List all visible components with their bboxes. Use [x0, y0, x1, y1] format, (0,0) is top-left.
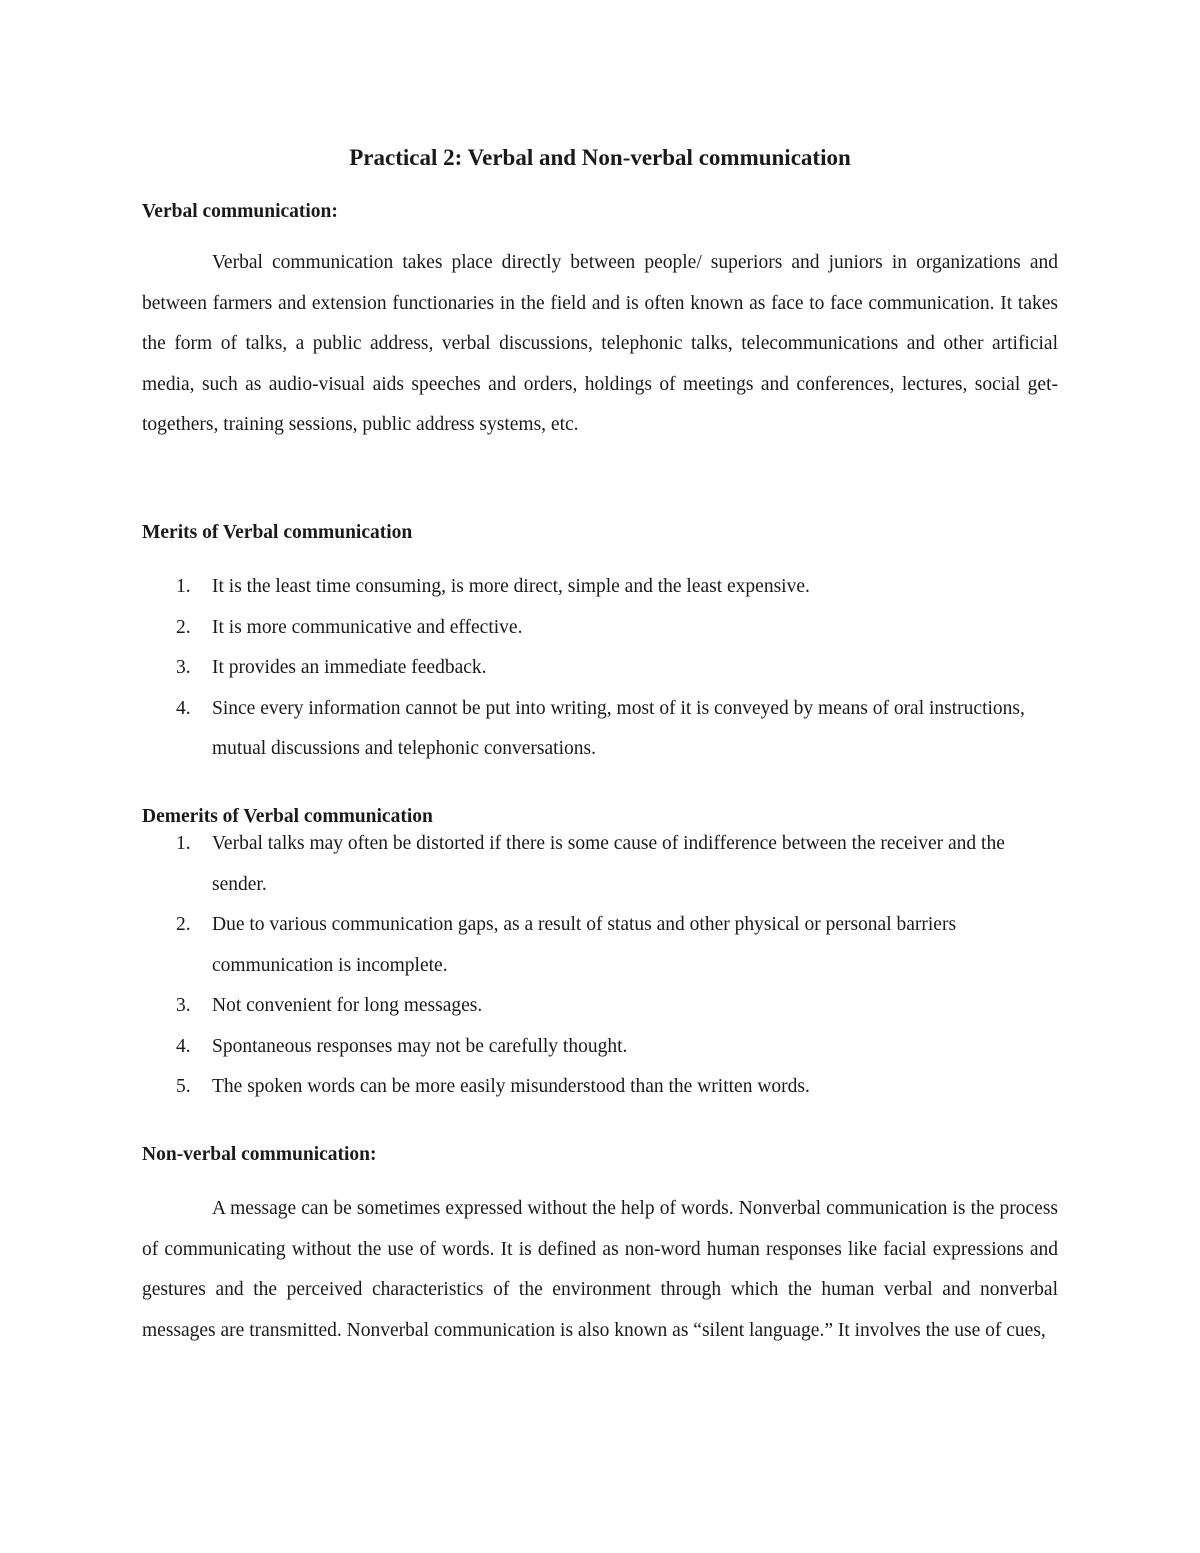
list-item [142, 648, 1058, 689]
nonverbal-heading: Non-verbal communication: [142, 1144, 377, 1165]
list-number: 5. [176, 1076, 191, 1097]
list-number: 3. [176, 995, 191, 1016]
list-number: 2. [176, 616, 191, 638]
list-item [142, 986, 1058, 1027]
list-text: Not convenient for long messages. [212, 995, 483, 1016]
list-item [142, 608, 1058, 649]
list-item [142, 1027, 1058, 1068]
list-item [142, 824, 1058, 905]
list-text: It is the least time consuming, is more direct, simple and the least expensive. [212, 576, 810, 597]
list-text: It provides an immediate feedback. [212, 657, 487, 678]
merits-heading: Merits of Verbal communication [142, 522, 413, 543]
list-number: 3. [176, 657, 191, 678]
list-text: The spoken words can be more easily misunderstood than the written words. [212, 1076, 810, 1097]
nonverbal-paragraph: A message can be sometimes expressed without the help of words. Nonverbal communication is the process of communicating without the use of words. It is defined as non-word human responses like facial expressions and gestures and the perceived characteristics of the environment through which the human verbal and nonverbal messages are transmitted. Nonverbal communication is also known as “silent language.” It involves the use of cues, [142, 1198, 1058, 1341]
verbal-heading: Verbal communication: [142, 201, 338, 222]
list-text: Since every information cannot be put into writing, most of it is conveyed by means of oral instructions, mutual discussions and telephonic conversations. [212, 697, 1025, 759]
list-item [142, 567, 1058, 608]
page-title: Practical 2: Verbal and Non-verbal communication [349, 145, 851, 170]
list-item [142, 689, 1058, 770]
list-number: 1. [176, 833, 191, 854]
demerits-heading: Demerits of Verbal communication [142, 806, 433, 827]
list-text: It is more communicative and effective. [212, 616, 523, 638]
list-text: Due to various communication gaps, as a result of status and other physical or personal barriers communication is incomplete. [212, 914, 957, 976]
list-item [142, 1067, 1058, 1108]
list-number: 2. [176, 914, 191, 935]
list-item [142, 905, 1058, 986]
list-text: Spontaneous responses may not be carefully thought. [212, 1035, 628, 1057]
list-number: 1. [176, 576, 191, 597]
list-text: Verbal talks may often be distorted if there is some cause of indifference between the receiver and the sender. [212, 833, 1005, 895]
merits-list [142, 567, 1058, 770]
list-number: 4. [176, 1035, 191, 1057]
list-number: 4. [176, 697, 191, 719]
verbal-paragraph: Verbal communication takes place directly between people/ superiors and juniors in organizations and between farmers and extension functionaries in the field and is often known as face to face communication. It takes the form of talks, a public address, verbal discussions, telephonic talks, telecommunications and other artificial media, such as audio-visual aids speeches and orders, holdings of meetings and conferences, lectures, social get-togethers, training sessions, public address systems, etc. [142, 252, 1058, 435]
demerits-list [142, 824, 1058, 1108]
